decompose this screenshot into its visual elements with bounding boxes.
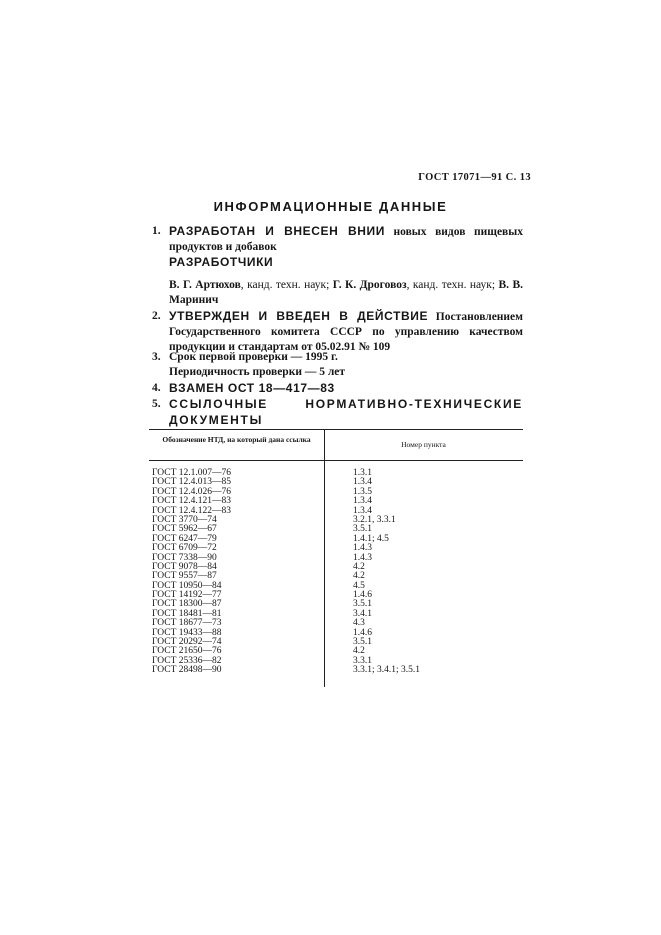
table-cell-document: ГОСТ 12.4.122—83 (152, 505, 231, 516)
table-cell-document: ГОСТ 10950—84 (152, 580, 222, 591)
table-cell-document: ГОСТ 18481—81 (152, 608, 222, 619)
table-cell-document: ГОСТ 18300—87 (152, 599, 222, 610)
table-cell-clause: 3.5.1 (353, 524, 372, 535)
item-text (169, 309, 523, 355)
table-cell-clause: 3.5.1 (353, 599, 372, 610)
revision-period: Периодичность проверки — 5 лет (169, 366, 346, 378)
table-cell-document: ГОСТ 12.4.026—76 (152, 486, 231, 497)
item-developed (152, 224, 523, 255)
table-cell-clause: 3.2.1, 3.3.1 (353, 514, 396, 525)
table-cell-document: ГОСТ 3770—74 (152, 514, 217, 525)
table-cell-document: ГОСТ 9078—84 (152, 561, 217, 572)
developer-degree: , канд. техн. наук; (240, 279, 333, 291)
table-cell-clause: 3.4.1 (353, 608, 372, 619)
table-cell-document: ГОСТ 25336—82 (152, 655, 222, 666)
table-cell-document: ГОСТ 18677—73 (152, 618, 222, 629)
item-caps: РАЗРАБОТАН И ВНЕСЕН ВНИИ (169, 224, 385, 238)
item-number: 5. (152, 398, 161, 410)
table-cell-clause: 1.3.4 (353, 477, 372, 488)
developers-heading: РАЗРАБОТЧИКИ (169, 255, 274, 269)
item-rest: Постановлением Государственного комитета СССР по управлению качеством продукции и стандартам от 05.02.91 № 109 (169, 311, 523, 353)
table-cell-clause: 4.5 (353, 580, 365, 591)
item-number: 2. (152, 310, 161, 322)
column-header-clause: Номер пункта (401, 440, 446, 449)
table-cell-clause: 1.4.3 (353, 552, 372, 563)
table-cell-document: ГОСТ 21650—76 (152, 646, 222, 657)
item-revision (152, 350, 523, 380)
developer-name: В. В. Маринич (169, 279, 523, 306)
table-cell-document: ГОСТ 6247—79 (152, 533, 217, 544)
table-header (149, 429, 523, 461)
item-caps: ВЗАМЕН ОСТ 18—417—83 (169, 381, 335, 395)
table-cell-clause: 3.5.1 (353, 637, 372, 648)
developer-name: Г. К. Дроговоз (332, 279, 407, 291)
table-cell-clause: 3.3.1; 3.4.1; 3.5.1 (353, 665, 421, 676)
item-text (169, 381, 523, 397)
table-cell-clause: 4.2 (353, 561, 365, 572)
developer-name: В. Г. Артюхов (169, 279, 241, 291)
table-cell-document: ГОСТ 12.4.013—85 (152, 477, 231, 488)
item-references (152, 397, 523, 429)
item-number: 3. (152, 351, 161, 363)
table-cell-clause: 3.3.1 (353, 655, 372, 666)
page-title: ИНФОРМАЦИОННЫЕ ДАННЫЕ (213, 199, 448, 214)
item-number: 1. (152, 225, 161, 237)
developer-degree: , канд. техн. наук; (406, 279, 499, 291)
item-number: 4. (152, 382, 161, 394)
item-caps: УТВЕРЖДЕН И ВВЕДЕН В ДЕЙСТВИЕ (169, 309, 429, 323)
table-body (152, 469, 522, 676)
item-approved (152, 309, 523, 355)
item-rest: новых видов пищевых продуктов и добавок (169, 226, 523, 253)
table-cell-clause: 4.2 (353, 646, 365, 657)
table-cell-document: ГОСТ 12.1.007—76 (152, 468, 231, 478)
table-cell-document: ГОСТ 9557—87 (152, 571, 217, 582)
item-caps: ССЫЛОЧНЫЕ НОРМАТИВНО-ТЕХНИЧЕСКИЕ ДОКУМЕНТЫ (169, 397, 523, 427)
table-cell-document: ГОСТ 28498—90 (152, 665, 222, 676)
table-cell-clause: 1.4.6 (353, 590, 372, 601)
table-row (152, 666, 522, 675)
table-cell-document: ГОСТ 6709—72 (152, 543, 217, 554)
revision-first: Срок первой проверки — 1995 г. (169, 351, 338, 363)
item-text (169, 224, 523, 255)
table-cell-document: ГОСТ 19433—88 (152, 627, 222, 638)
table-cell-clause: 4.2 (353, 571, 365, 582)
item-text (169, 350, 523, 380)
table-cell-document: ГОСТ 5962—67 (152, 524, 217, 535)
table-cell-document: ГОСТ 12.4.121—83 (152, 496, 231, 507)
table-cell-clause: 4.3 (353, 618, 365, 629)
table-cell-clause: 1.4.1; 4.5 (353, 533, 389, 544)
table-cell-document: ГОСТ 7338—90 (152, 552, 217, 563)
references-table (149, 429, 523, 461)
table-cell-clause: 1.4.3 (353, 543, 372, 554)
table-cell-clause: 1.3.1 (353, 468, 372, 478)
table-cell-document: ГОСТ 14192—77 (152, 590, 222, 601)
table-cell-clause: 1.3.4 (353, 505, 372, 516)
table-cell-clause: 1.3.5 (353, 486, 372, 497)
page-header-ref: ГОСТ 17071—91 С. 13 (418, 172, 531, 183)
item-replaces (152, 381, 523, 397)
table-cell-document: ГОСТ 20292—74 (152, 637, 222, 648)
developers-list (169, 278, 523, 308)
item-text (169, 397, 523, 429)
table-cell-clause: 1.4.6 (353, 627, 372, 638)
table-cell-clause: 1.3.4 (353, 496, 372, 507)
column-header-document: Обозначение НТД, на который дана ссылка (162, 435, 311, 444)
